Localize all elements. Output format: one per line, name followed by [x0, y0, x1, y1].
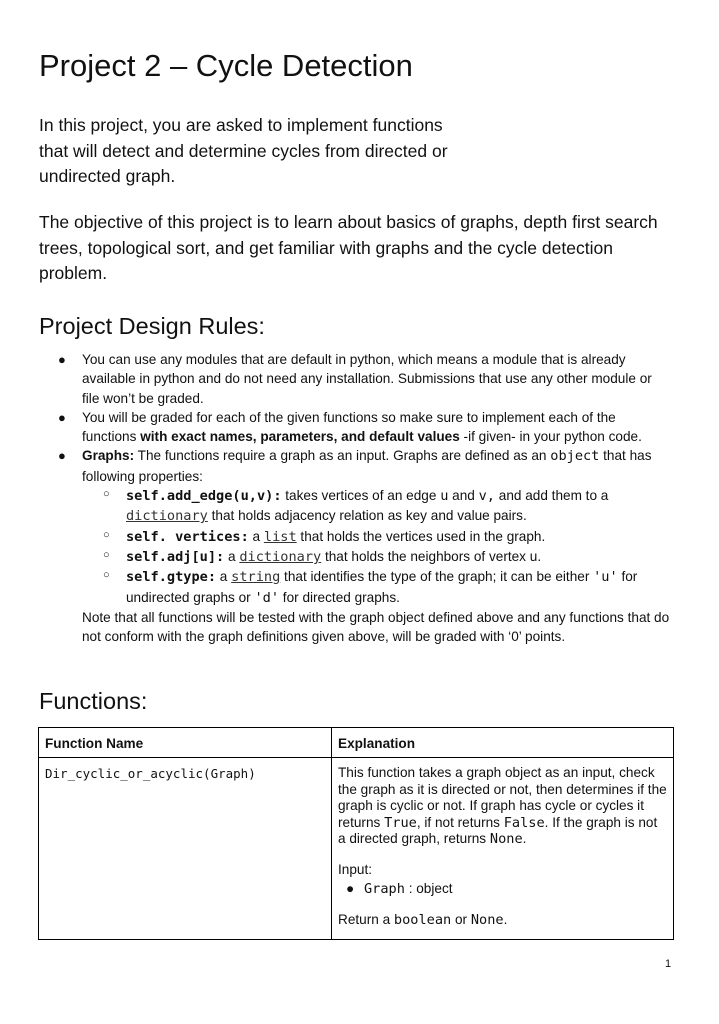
graph-properties-list — [82, 486, 671, 608]
functions-heading: Functions: — [39, 688, 148, 714]
bullet-icon: ● — [58, 352, 66, 367]
dictionary-link[interactable]: dictionary — [126, 508, 208, 525]
bullet-icon: ● — [346, 881, 355, 896]
page-title: Project 2 – Cycle Detection — [39, 48, 413, 83]
bullet-icon: ● — [58, 448, 66, 464]
note-paragraph: Note that all functions will be tested with the graph object defined above and any functions that do not conform with the graph definitions given above, will be graded with ‘0’ points. — [82, 609, 670, 645]
page-number: 1 — [665, 958, 672, 970]
dictionary-link[interactable]: dictionary — [239, 548, 322, 565]
table-header-row — [39, 728, 674, 758]
property-item: ○ self. vertices: a list that holds the vertices used in the graph. — [82, 527, 671, 547]
bullet-icon: ● — [58, 409, 66, 425]
intro-paragraph: In this project, you are asked to implement functions that will detect and determine cycles from directed or undirected graph. — [39, 115, 448, 186]
input-item: ● Graph : object — [346, 881, 453, 897]
objective-paragraph: The objective of this project is to learn about basics of graphs, depth first search trees, topological sort, and get familiar with graphs and the cycle detection problem. — [39, 212, 658, 283]
rule-item: ● You can use any modules that are default in python, which means a module that is already available in python and do not need any installation. Submissions that use any other module or file won’t be graded. — [58, 352, 652, 406]
property-item: ○ self.gtype: a string that identifies the type of the graph; it can be either 'u' for undirected graphs or 'd' for directed graphs. — [82, 567, 671, 608]
circle-bullet-icon: ○ — [103, 548, 110, 561]
list-link[interactable]: list — [263, 528, 297, 545]
return-text: Return a boolean or None. — [338, 912, 508, 928]
input-list — [338, 880, 667, 898]
circle-bullet-icon: ○ — [103, 528, 110, 541]
function-name-header: Function Name — [39, 728, 332, 758]
function-name-cell: Dir_cyclic_or_acyclic(Graph) — [39, 758, 332, 940]
explanation-header: Explanation — [332, 728, 674, 758]
input-label: Input: — [338, 861, 373, 877]
design-rules-list — [56, 350, 671, 646]
circle-bullet-icon: ○ — [103, 488, 110, 501]
design-rules-heading: Project Design Rules: — [39, 313, 265, 339]
property-item: ○ self.add_edge(u,v): takes vertices of an edge u and v, and add them to a dictionary that holds adjacency relation as key and value pairs. — [82, 486, 671, 527]
functions-table — [38, 727, 674, 940]
string-link[interactable]: string — [231, 569, 281, 586]
circle-bullet-icon: ○ — [103, 569, 110, 582]
explanation-text: This function takes a graph object as an input, check the graph as it is directed or not, then determines if the graph is cyclic or not. If graph has cycle or cycles it returns True, if not returns False. If the graph is not a directed graph, returns None. — [338, 765, 667, 847]
rule-item: ● You will be graded for each of the given functions so make sure to implement each of the functions with exact names, parameters, and default values -if given- in your python code. — [58, 409, 642, 445]
property-item: ○ self.adj[u]: a dictionary that holds the neighbors of vertex u. — [82, 547, 671, 567]
explanation-cell — [332, 758, 674, 940]
rule-item: ● Graphs: The functions require a graph as an input. Graphs are defined as an object that has following properties: ○ self.add_edge(u,v): takes vertices of an edge u and v, and add them to a dictionary that holds adjacency relation as key and value pairs. ○ self. vertices: a list that holds the vertices used in the graph. ○ self.adj[u]: a dictionary that holds the neighbors of vertex u. ○ self.gtype: a string that identifies the type of the graph; it can be either 'u' for undirected graphs or 'd' for directed graphs. — [56, 446, 671, 607]
table-row — [39, 758, 674, 940]
